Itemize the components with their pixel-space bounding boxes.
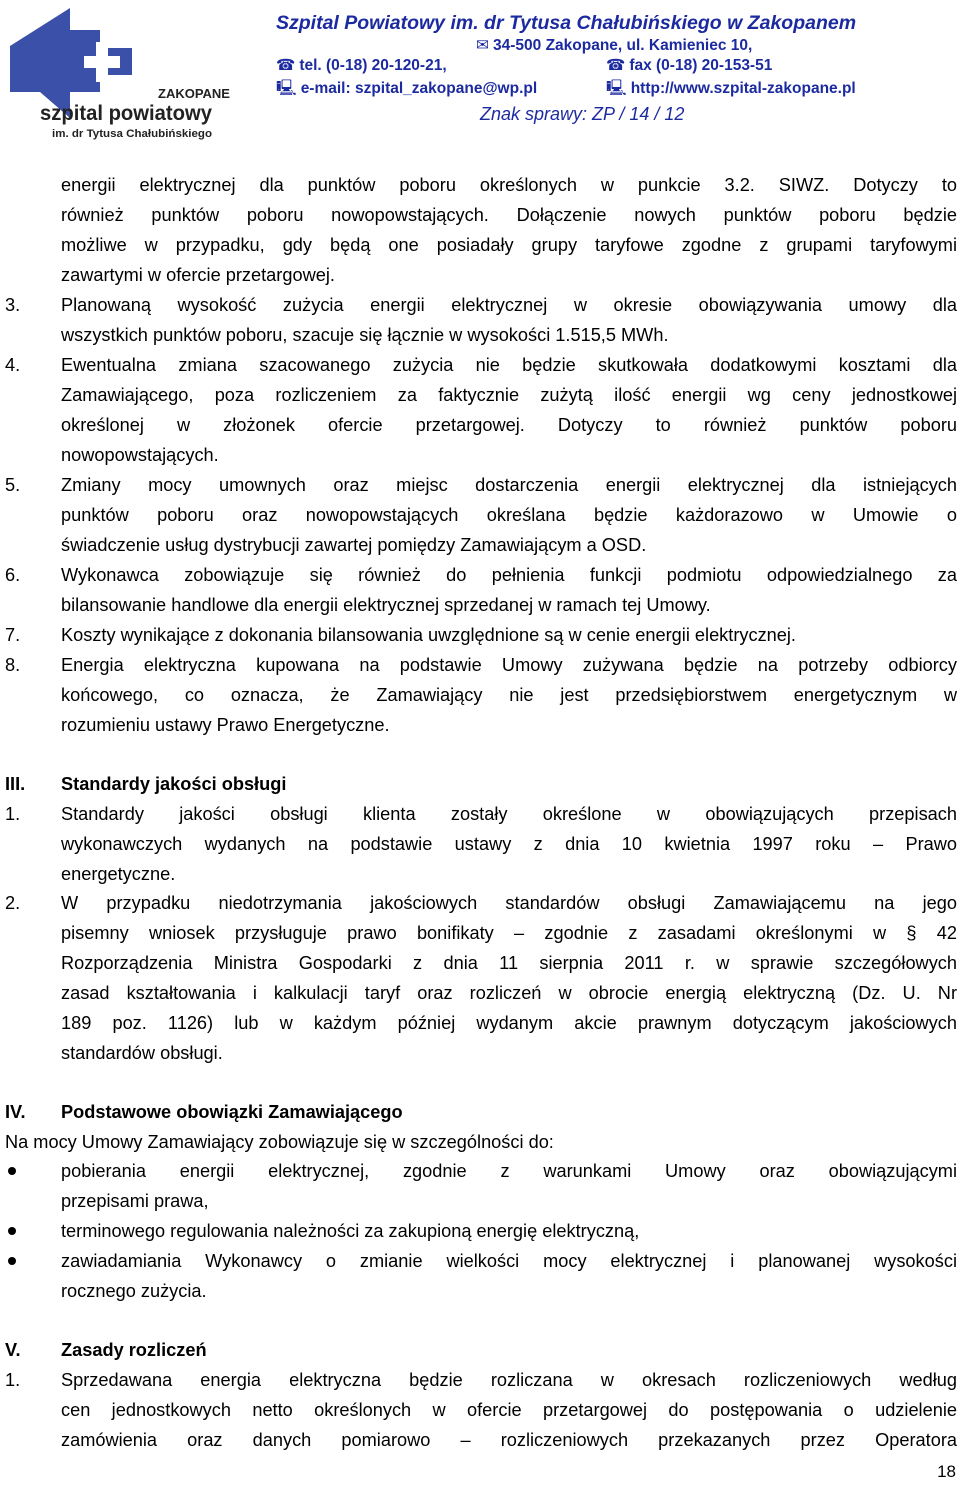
computer-icon: 🖳 — [606, 80, 627, 97]
list-number: 2. — [5, 893, 21, 913]
telephone-icon: ☎ — [606, 57, 626, 74]
paragraph-line: nowopowstających. — [61, 445, 219, 465]
bullet-icon — [8, 1167, 16, 1175]
paragraph-line: rozumieniu ustawy Prawo Energetyczne. — [61, 715, 390, 735]
paragraph-line: Energia elektryczna kupowana na podstawie Umowy zużywana będzie na potrzeby odbiorcy — [61, 655, 957, 675]
bullet-icon — [8, 1257, 16, 1265]
page-number: 18 — [937, 1462, 956, 1481]
bullet-line: terminowego regulowania należności za zakupioną energię elektryczną, — [61, 1221, 640, 1241]
paragraph-line: zawartymi w ofercie przetargowej. — [61, 265, 335, 285]
paragraph-line: zamówienia oraz danych pomiarowo – rozliczeniowych przekazanych przez Operatora — [61, 1430, 957, 1450]
bullet-line: przepisami prawa, — [61, 1191, 209, 1211]
address-text: 34-500 Zakopane, ul. Kamieniec 10, — [493, 37, 753, 54]
paragraph-line: Planowaną wysokość zużycia energii elektrycznej w okresie obowiązywania umowy dla — [61, 295, 957, 315]
case-reference: Znak sprawy: ZP / 14 / 12 — [480, 104, 685, 124]
paragraph-line: możliwe w przypadku, gdy będą one posiadały grupy taryfowe zgodne z grupami taryfowymi — [61, 235, 957, 255]
list-number: 7. — [5, 625, 21, 645]
list-number: 1. — [5, 1370, 21, 1390]
paragraph-line: pisemny wniosek przysługuje prawo bonifikaty – zgodnie z zasadami określonymi w § 42 — [61, 923, 957, 943]
paragraph-line: Ewentualna zmiana szacowanego zużycia nie będzie skutkowała dodatkowymi kosztami dla — [61, 355, 957, 375]
email-line — [276, 76, 537, 103]
list-number: 6. — [5, 565, 21, 585]
list-number: 4. — [5, 355, 21, 375]
bullet-line: pobierania energii elektrycznej, zgodnie z warunkami Umowy oraz obowiązującymi — [61, 1161, 957, 1181]
fax-text: fax (0-18) 20-153-51 — [629, 57, 773, 74]
bullet-line: rocznego zużycia. — [61, 1281, 207, 1301]
computer-icon: 🖳 — [276, 80, 297, 97]
paragraph-line: Rozporządzenia Ministra Gospodarki z dnia 11 sierpnia 2011 r. w sprawie szczegółowych — [61, 953, 957, 973]
paragraph-line: energii elektrycznej dla punktów poboru określonych w punkcie 3.2. SIWZ. Dotyczy to — [61, 175, 957, 195]
bullet-line: zawiadamiania Wykonawcy o zmianie wielkości mocy elektrycznej i planowanej wysokości — [61, 1251, 957, 1271]
paragraph-line: Wykonawca zobowiązuje się również do pełnienia funkcji podmiotu odpowiedzialnego za — [61, 565, 957, 585]
list-number: 5. — [5, 475, 21, 495]
logo-name-text: szpital powiatowy — [40, 102, 213, 125]
hospital-name: Szpital Powiatowy im. dr Tytusa Chałubińskiego w Zakopanem — [276, 12, 857, 34]
paragraph-line: Sprzedawana energia elektryczna będzie rozliczana w okresach rozliczeniowych według — [61, 1370, 957, 1390]
telephone-icon: ☎ — [276, 57, 296, 74]
paragraph-line: zasad kształtowania i kalkulacji taryf oraz rozliczeń w obrocie energią elektryczną (Dz. U. Nr — [61, 983, 957, 1003]
list-number: 3. — [5, 295, 21, 315]
paragraph-line: wykonawczych wydanych na podstawie ustawy z dnia 10 kwietnia 1997 roku – Prawo — [61, 834, 957, 854]
section-title: Podstawowe obowiązki Zamawiającego — [61, 1102, 403, 1122]
phone-text: tel. (0-18) 20-120-21, — [299, 57, 447, 74]
www-text[interactable]: http://www.szpital-zakopane.pl — [630, 80, 856, 97]
paragraph-line: Zmiany mocy umownych oraz miejsc dostarczenia energii elektrycznej dla istniejących — [61, 475, 957, 495]
section-number: IV. — [5, 1102, 26, 1122]
paragraph-line: Standardy jakości obsługi klienta zostały określone w obowiązujących przepisach — [61, 804, 957, 824]
section-number: V. — [5, 1340, 21, 1360]
paragraph-line: świadczenie usług dystrybucji zawartej pomiędzy Zamawiającym a OSD. — [61, 535, 647, 555]
paragraph-line: energetyczne. — [61, 864, 176, 884]
logo-sub-text: im. dr Tytusa Chałubińskiego — [52, 128, 213, 140]
section-number: III. — [5, 774, 26, 794]
hospital-logo — [0, 0, 232, 142]
paragraph-line: standardów obsługi. — [61, 1043, 223, 1063]
www-line — [606, 76, 856, 103]
fax-line — [606, 56, 772, 75]
list-number: 1. — [5, 804, 21, 824]
section-intro: Na mocy Umowy Zamawiający zobowiązuje się w szczególności do: — [5, 1132, 554, 1152]
paragraph-line: Zamawiającego, poza rozliczeniem za faktycznie zużytą ilość energii wg ceny jednostkowej — [61, 385, 957, 405]
section-title: Zasady rozliczeń — [61, 1340, 207, 1360]
phone-line — [276, 56, 447, 75]
email-text[interactable]: e-mail: szpital_zakopane@wp.pl — [300, 80, 538, 97]
bullet-icon — [8, 1227, 16, 1235]
paragraph-line: 189 poz. 1126) lub w każdym później wydanym akcie prawnym dotyczącym jakościowych — [61, 1013, 957, 1033]
paragraph-line: wszystkich punktów poboru, szacuje się łącznie w wysokości 1.515,5 MWh. — [61, 325, 669, 345]
logo-place-text: ZAKOPANE — [158, 86, 230, 101]
section-title: Standardy jakości obsługi — [61, 774, 287, 794]
paragraph-line: Koszty wynikające z dokonania bilansowania uwzględnione są w cenie energii elektrycznej. — [61, 625, 796, 645]
address-line — [476, 36, 752, 55]
list-number: 8. — [5, 655, 21, 675]
paragraph-line: cen jednostkowych netto określonych w ofercie przetargowej do postępowania o udzielenie — [61, 1400, 957, 1420]
envelope-icon: ✉ — [476, 37, 489, 54]
paragraph-line: bilansowanie handlowe dla energii elektrycznej sprzedanej w ramach tej Umowy. — [61, 595, 711, 615]
paragraph-line: określonej w złożonek ofercie przetargowej. Dotyczy to również punktów poboru — [61, 415, 957, 435]
paragraph-line: punktów poboru oraz nowopowstających określana będzie każdorazowo w Umowie o — [61, 505, 957, 525]
paragraph-line: końcowego, co oznacza, że Zamawiający nie jest przedsiębiorstwem energetycznym w — [61, 685, 957, 705]
paragraph-line: również punktów poboru nowopowstających. Dołączenie nowych punktów poboru będzie — [61, 205, 957, 225]
paragraph-line: W przypadku niedotrzymania jakościowych standardów obsługi Zamawiającemu na jego — [61, 893, 957, 913]
